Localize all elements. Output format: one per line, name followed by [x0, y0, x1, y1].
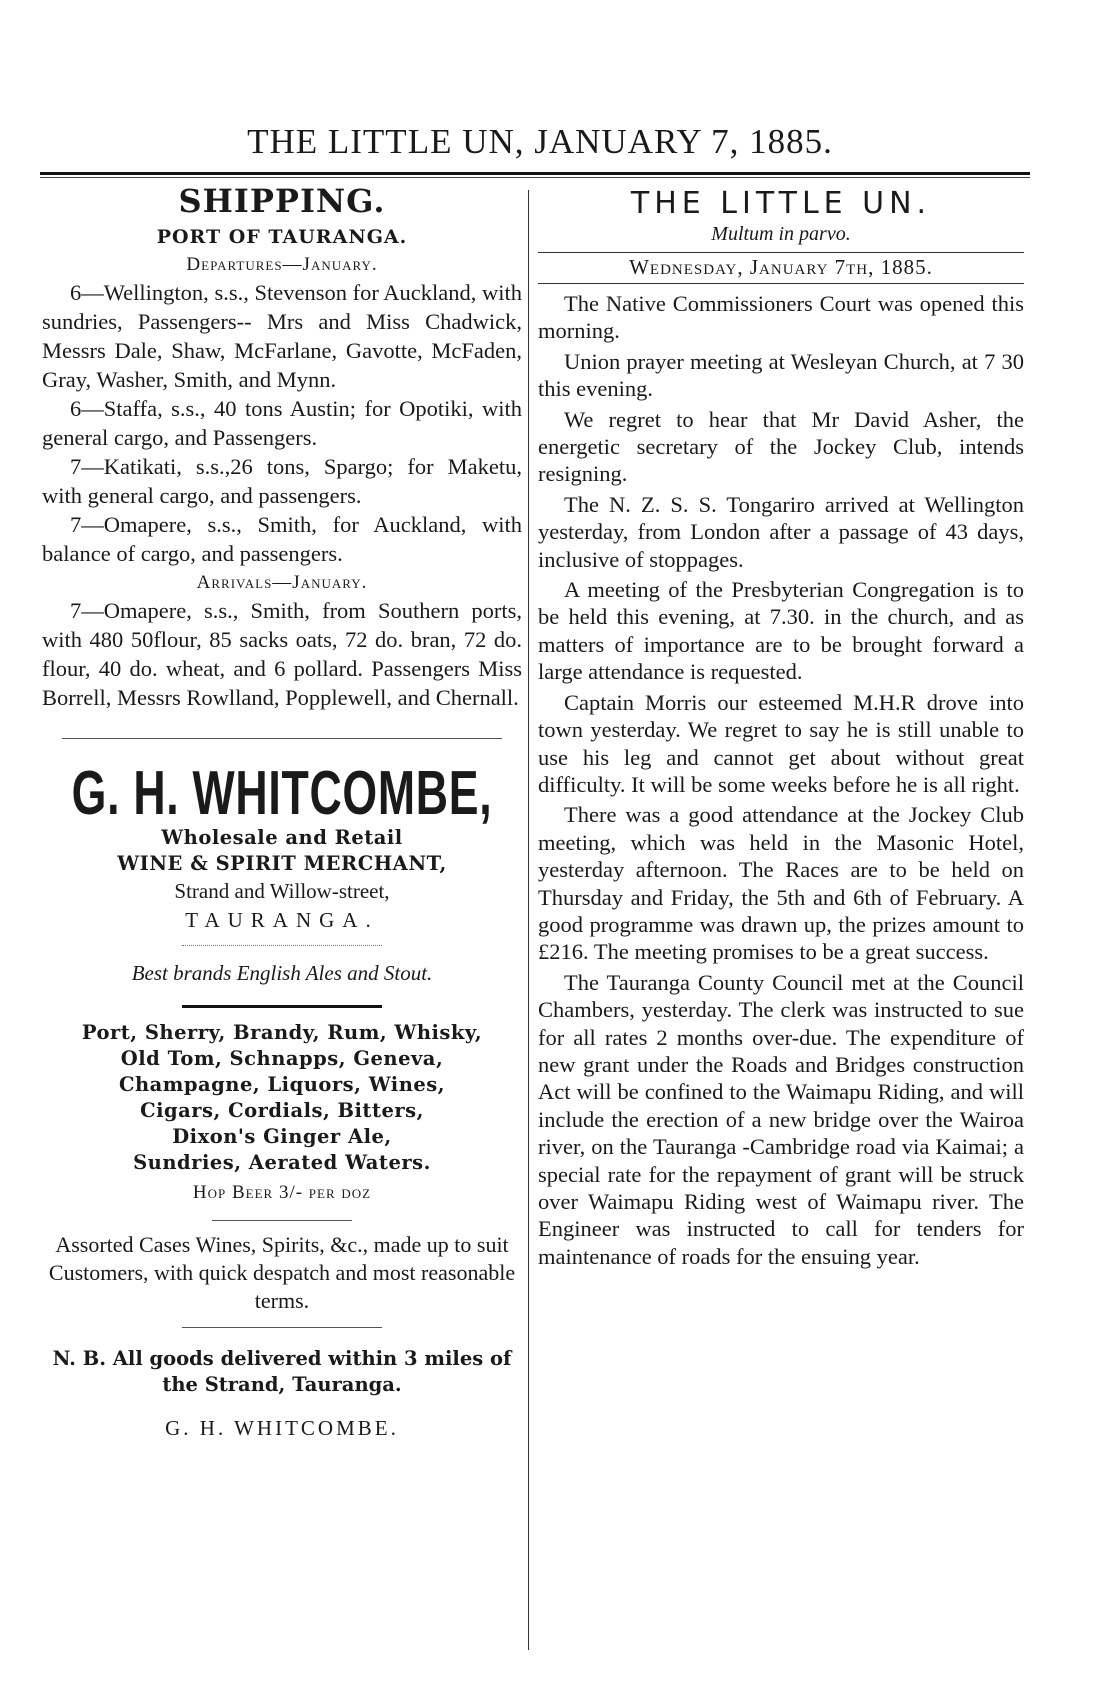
- masthead-rule: [40, 172, 1030, 175]
- news-item: The Native Commissioners Court was opened this morning.: [538, 291, 1024, 344]
- advert-goods-line: Old Tom, Schnapps, Geneva,: [120, 1047, 444, 1070]
- advert-merchant-name: G. H. WHITCOMBE,: [71, 759, 493, 828]
- departure-entry: 6—Staffa, s.s., 40 tons Austin; for Opotiki, with general cargo, and Passengers.: [42, 396, 522, 450]
- advert-goods-line: Cigars, Cordials, Bitters,: [140, 1099, 424, 1122]
- news-item: The Tauranga County Council met at the Council Chambers, yesterday. The clerk was instructed to sue for all rates 2 months over-due. The expenditure of new grant under the Roads and Bridges construction Act will be confined to the Waimapu Riding, and will include the erection of a new bridge over the Wairoa river, on the Tauranga -Cambridge road via Kaimai; a special rate for the repayment of grant will be struck over Waimapu Riding west of Waimapu river. The Engineer was instructed to call for tenders for maintenance of roads for the ensuing year.: [538, 969, 1024, 1269]
- news-item: The N. Z. S. S. Tongariro arrived at Wellington yesterday, from London after a passage of 43 days, inclusive of stoppages.: [538, 491, 1024, 572]
- news-item: A meeting of the Presbyterian Congregation is to be held this evening, at 7.30. in the church, and as matters of importance are to be brought forward a large attendance is requested.: [538, 577, 1024, 685]
- departure-entry: 7—Omapere, s.s., Smith, for Auckland, with balance of cargo, and passengers.: [42, 512, 522, 566]
- advert-tagline: Best brands English Ales and Stout.: [131, 961, 433, 985]
- masthead-rule-thin: [40, 177, 1030, 178]
- advert-cases: Assorted Cases Wines, Spirits, &c., made up to suit Customers, with quick despatch and most reasonable terms.: [48, 1232, 516, 1313]
- port-heading: PORT OF TAURANGA.: [156, 226, 408, 248]
- departure-entry: 6—Wellington, s.s., Stevenson for Auckland, with sundries, Passengers-- Mrs and Miss Chadwick, Messrs Dale, Shaw, McFarlane, Gavotte, McFaden, Gray, Washer, Smith, and Mynn.: [42, 280, 522, 392]
- advert-signature: G. H. WHITCOMBE.: [165, 1416, 399, 1440]
- advert-goods-line: Champagne, Liquors, Wines,: [118, 1073, 446, 1096]
- advert-goods-line: Dixon's Ginger Ale,: [172, 1125, 392, 1148]
- left-column: [42, 182, 522, 1441]
- arrivals-heading: Arrivals—January.: [196, 572, 368, 593]
- news-item: We regret to hear that Mr David Asher, the energetic secretary of the Jockey Club, intends resigning.: [538, 406, 1024, 487]
- advert-rule: [182, 1327, 382, 1328]
- right-column: [538, 182, 1024, 1273]
- dateline: Wednesday, January 7th, 1885.: [538, 252, 1024, 284]
- departures-heading: Departures—January.: [186, 254, 378, 275]
- whitcombe-advert: [42, 759, 522, 1441]
- advert-nb: N. B. All goods delivered within 3 miles of the Strand, Tauranga.: [52, 1347, 512, 1396]
- section-divider: [62, 738, 502, 739]
- advert-thick-rule: [182, 1005, 382, 1008]
- masthead-title: THE LITTLE UN, JANUARY 7, 1885.: [247, 122, 833, 161]
- advert-line: Wholesale and Retail: [161, 826, 403, 849]
- arrival-entry: 7—Omapere, s.s., Smith, from Southern ports, with 480 50flour, 85 sacks oats, 72 do. bran, 72 do. flour, 40 do. wheat, and 6 pollard. Passengers Miss Borrell, Messrs Rowlland, Popplewell, and Chernall.: [42, 598, 522, 710]
- news-item: Captain Morris our esteemed M.H.R drove into town yesterday. We regret to say he is still unable to use his leg and cannot get about without great difficulty. It will be some weeks before he is all right.: [538, 689, 1024, 797]
- advert-goods-line: Sundries, Aerated Waters.: [133, 1151, 431, 1174]
- departure-entry: 7—Katikati, s.s.,26 tons, Spargo; for Maketu, with general cargo, and passengers.: [42, 454, 522, 508]
- paper-motto: Multum in parvo.: [711, 223, 851, 245]
- advert-dotted-rule: [182, 945, 382, 947]
- news-item: There was a good attendance at the Jockey Club meeting, which was held in the Masonic Hotel, yesterday afternoon. The Races are to be held on Thursday and Friday, the 5th and 6th of February. A good programme was drawn up, the prizes amount to £216. The meeting promises to be a great success.: [538, 802, 1024, 965]
- advert-town: TAURANGA.: [185, 908, 379, 932]
- column-divider: [528, 190, 529, 1650]
- advert-goods-line: Port, Sherry, Brandy, Rum, Whisky,: [81, 1021, 483, 1044]
- news-item: Union prayer meeting at Wesleyan Church, at 7 30 this evening.: [538, 348, 1024, 402]
- advert-address: Strand and Willow-street,: [174, 879, 390, 903]
- advert-hop-beer: Hop Beer 3/- per doz: [192, 1182, 372, 1203]
- paper-title: THE LITTLE UN.: [630, 186, 932, 221]
- shipping-heading: SHIPPING.: [178, 182, 386, 220]
- advert-rule: [212, 1220, 352, 1221]
- advert-line: WINE & SPIRIT MERCHANT,: [117, 852, 447, 875]
